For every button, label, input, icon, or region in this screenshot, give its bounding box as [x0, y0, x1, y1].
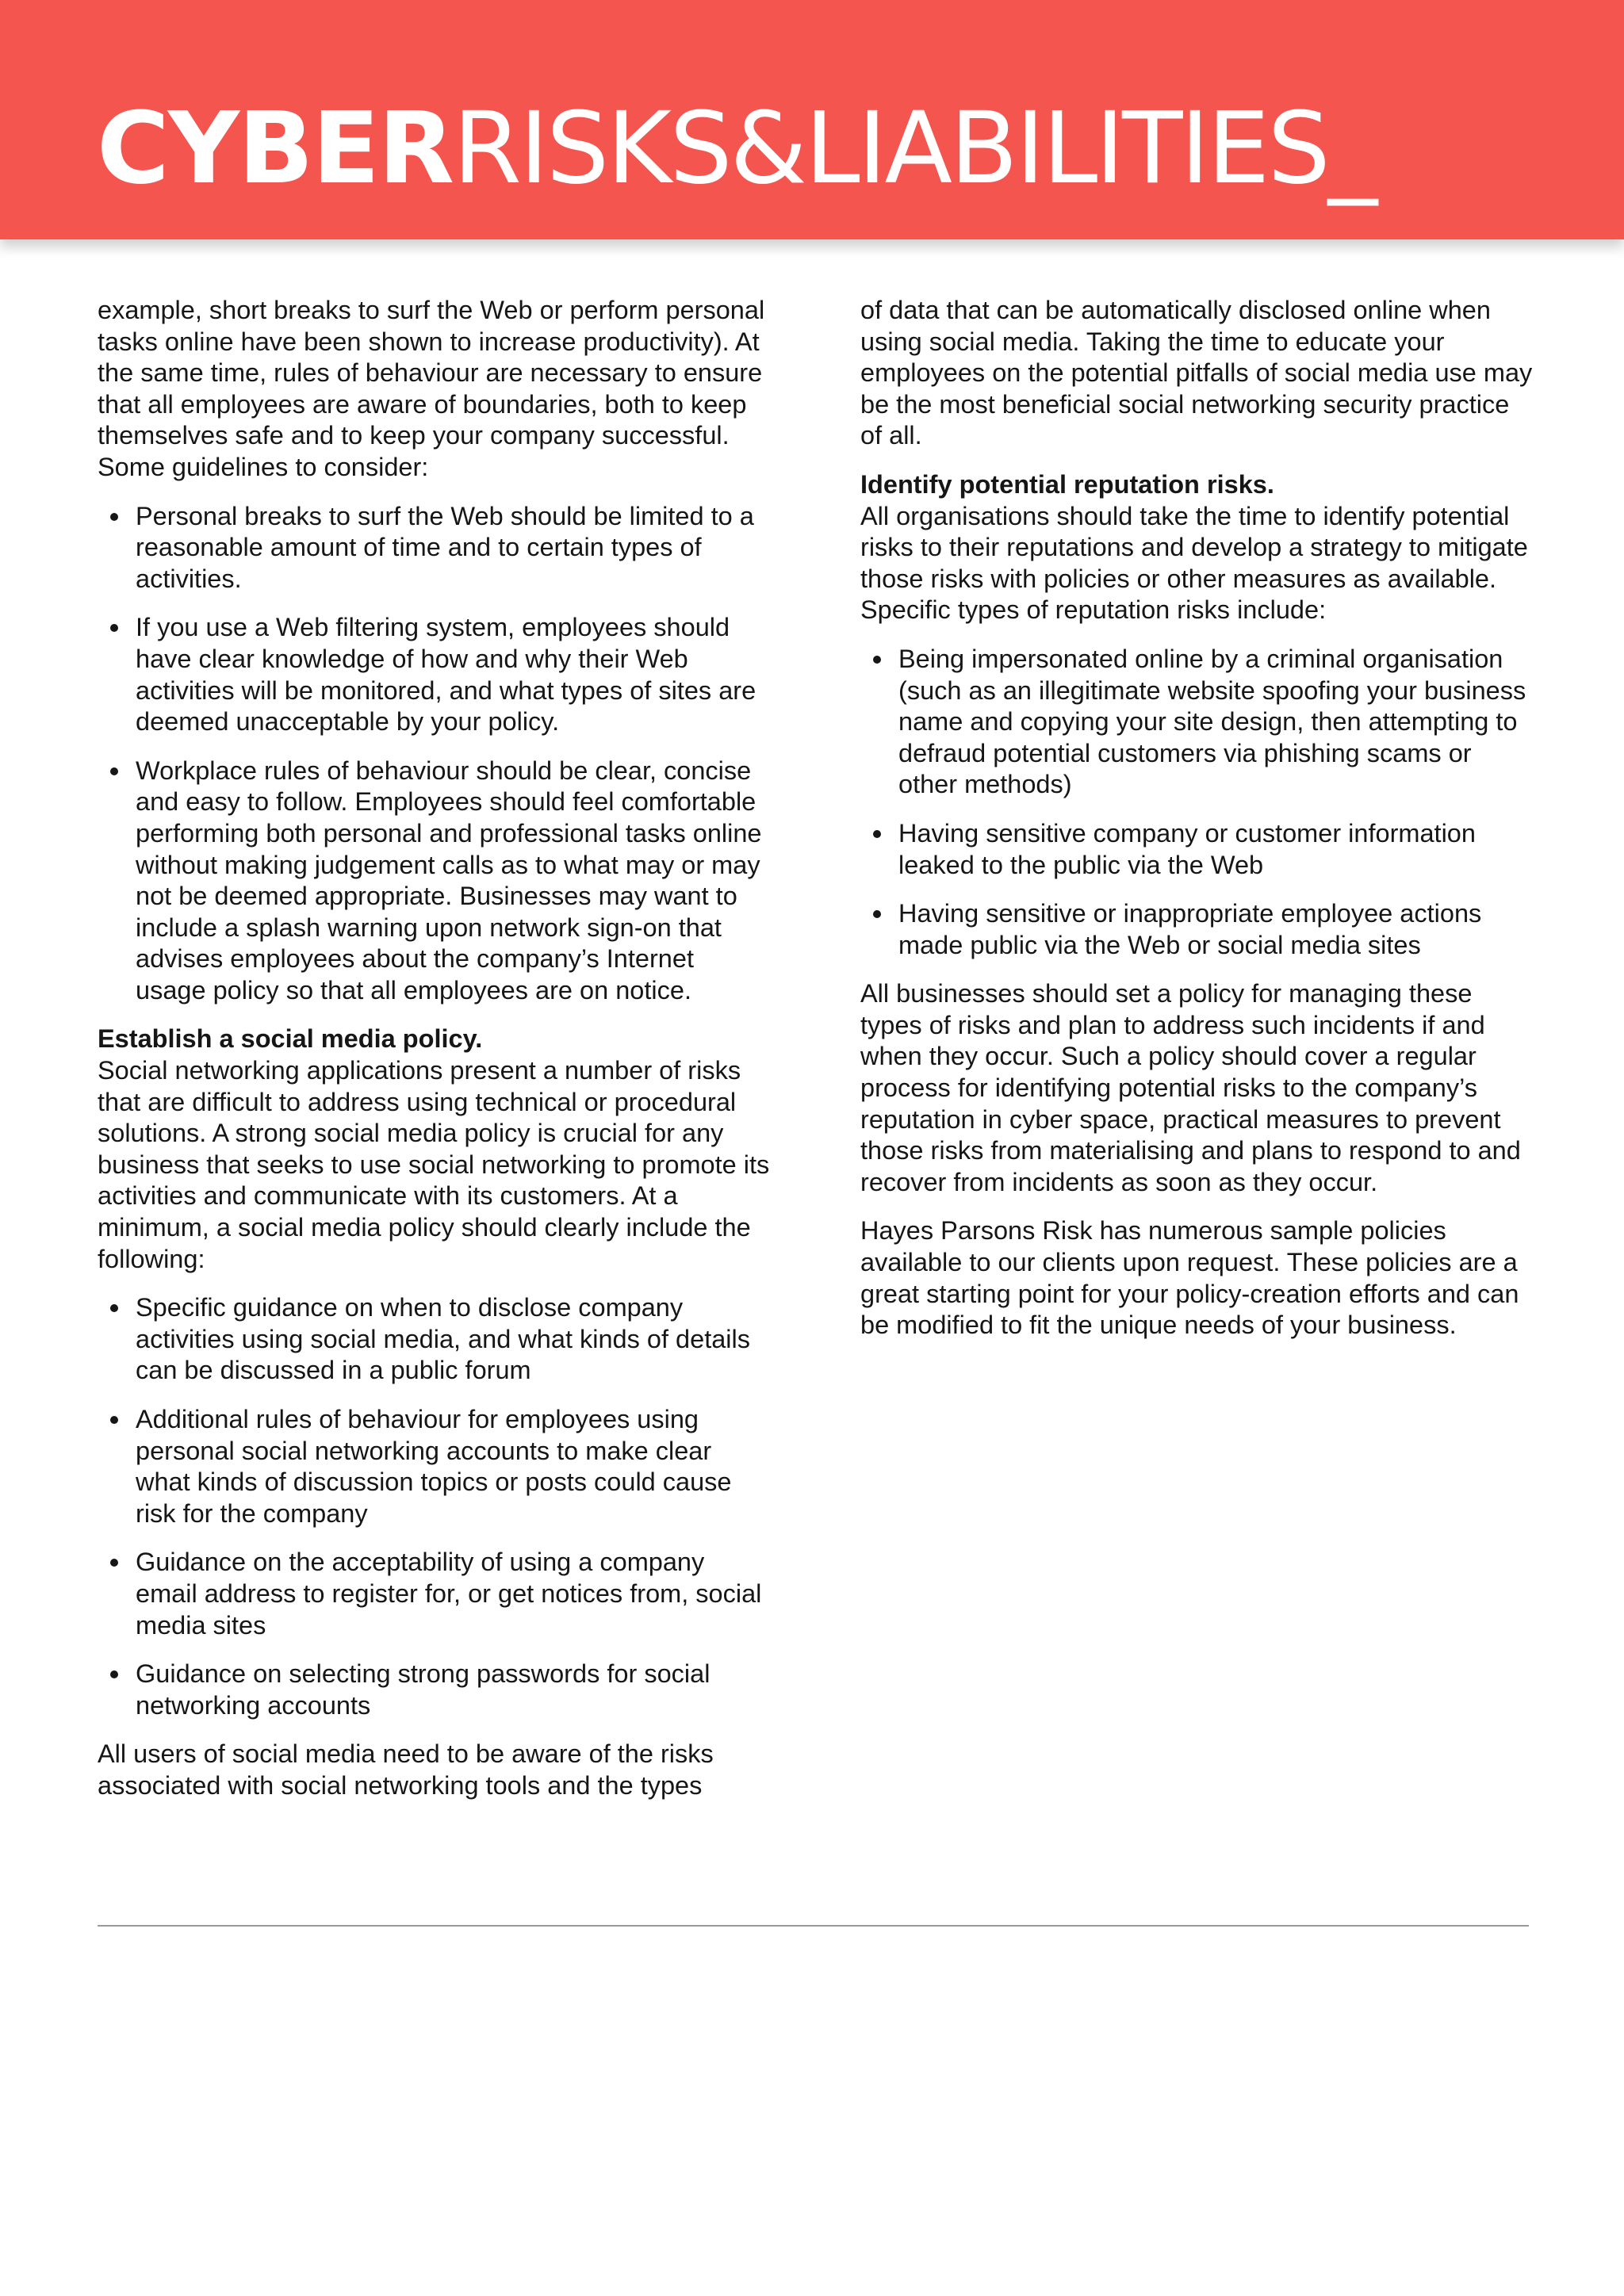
list-item-text: Being impersonated online by a criminal organisation (such as an illegitimate website spoofing your business name and copying your site design, then attempting to defraud potential customers via phishing scams or other methods) [898, 644, 1526, 799]
bullet-icon [873, 830, 881, 838]
newsletter-title [97, 91, 1378, 206]
list-item-text: Additional rules of behaviour for employees using personal social networking accounts to make clear what kinds of discussion topics or posts could cause risk for the company [136, 1405, 732, 1528]
list-item-text: Having sensitive company or customer information leaked to the public via the Web [898, 818, 1476, 879]
list-item [98, 1547, 770, 1641]
reputation-heading: Identify potential reputation risks. [860, 469, 1274, 499]
list-item [98, 1659, 770, 1721]
bullet-icon [873, 910, 881, 918]
title-risks-liabilities: RISKS&LIABILITIES [453, 91, 1328, 206]
right-column [860, 295, 1534, 1359]
list-item-text: Guidance on the acceptability of using a company email address to register for, or get notices from, social media sites [136, 1548, 762, 1640]
social-media-heading: Establish a social media policy. [98, 1024, 483, 1054]
policy-paragraph: All businesses should set a policy for managing these types of risks and plan to address such incidents if and when they occur. Such a policy should cover a regular process for identifying potential risks to the company’s reputation in cyber space, practical measures to prevent those risks from materialising and plans to respond to and recover from incidents as soon as they occur. [860, 979, 1521, 1196]
header-banner [0, 0, 1624, 239]
list-item [98, 1292, 770, 1387]
left-column [98, 295, 770, 1820]
list-item [98, 501, 770, 595]
title-cyber: CYBER [97, 91, 454, 206]
list-item-text: Having sensitive or inappropriate employee actions made public via the Web or social media sites [898, 899, 1482, 959]
bullet-icon [110, 767, 118, 775]
list-item-text: If you use a Web filtering system, employees should have clear knowledge of how and why their Web activities will be monitored, and what types of sites are deemed unacceptable by your policy. [136, 613, 756, 737]
title-cursor: _ [1327, 91, 1378, 206]
list-item-text: Workplace rules of behaviour should be clear, concise and easy to follow. Employees should feel comfortable performing both personal and professional tasks online without making judgement calls as to what may or may not be deemed appropriate. Businesses may want to include a splash warning upon network sign-on that advises employees about the company’s Internet usage policy so that all employees are on notice. [136, 756, 762, 1004]
list-item-text: Personal breaks to surf the Web should be limited to a reasonable amount of time and to certain types of activities. [136, 501, 754, 593]
list-item [98, 612, 770, 737]
bullet-icon [110, 1670, 118, 1678]
list-item [860, 818, 1534, 881]
bullet-icon [110, 513, 118, 521]
list-item [98, 1404, 770, 1529]
bullet-icon [110, 624, 118, 632]
list-item-text: Guidance on selecting strong passwords for social networking accounts [136, 1659, 710, 1720]
guidelines-list [98, 501, 770, 1007]
footer-divider [98, 1925, 1529, 1927]
samples-paragraph: Hayes Parsons Risk has numerous sample policies available to our clients upon request. These policies are a great starting point for your policy-creation efforts and can be modified to fit the unique needs of your business. [860, 1216, 1519, 1340]
closing-paragraph: All users of social media need to be aware of the risks associated with social networking tools and the types [98, 1739, 714, 1800]
reputation-paragraph: All organisations should take the time to identify potential risks to their reputations and develop a strategy to mitigate those risks with policies or other measures as available. Specific types of reputation risks include: [860, 501, 1528, 625]
list-item [98, 756, 770, 1007]
bullet-icon [110, 1559, 118, 1567]
bullet-icon [110, 1416, 118, 1424]
bullet-icon [873, 656, 881, 664]
list-item [860, 644, 1534, 801]
continuation-paragraph: of data that can be automatically disclosed online when using social media. Taking the time to educate your employees on the potential pitfalls of social media use may be the most beneficial social networking security practice of all. [860, 296, 1533, 450]
policy-items-list [98, 1292, 770, 1721]
list-item [860, 898, 1534, 961]
social-media-paragraph: Social networking applications present a number of risks that are difficult to address using technical or procedural solutions. A strong social media policy is crucial for any business that seeks to use social networking to promote its activities and communicate with its customers. At a minimum, a social media policy should clearly include the following: [98, 1056, 770, 1273]
intro-paragraph: example, short breaks to surf the Web or perform personal tasks online have been shown to increase productivity). At the same time, rules of behaviour are necessary to ensure that all employees are aware of boundaries, both to keep themselves safe and to keep your company successful. Some guidelines to consider: [98, 296, 765, 481]
list-item-text: Specific guidance on when to disclose company activities using social media, and what kinds of details can be discussed in a public forum [136, 1293, 750, 1385]
bullet-icon [110, 1304, 118, 1312]
reputation-risks-list [860, 644, 1534, 961]
